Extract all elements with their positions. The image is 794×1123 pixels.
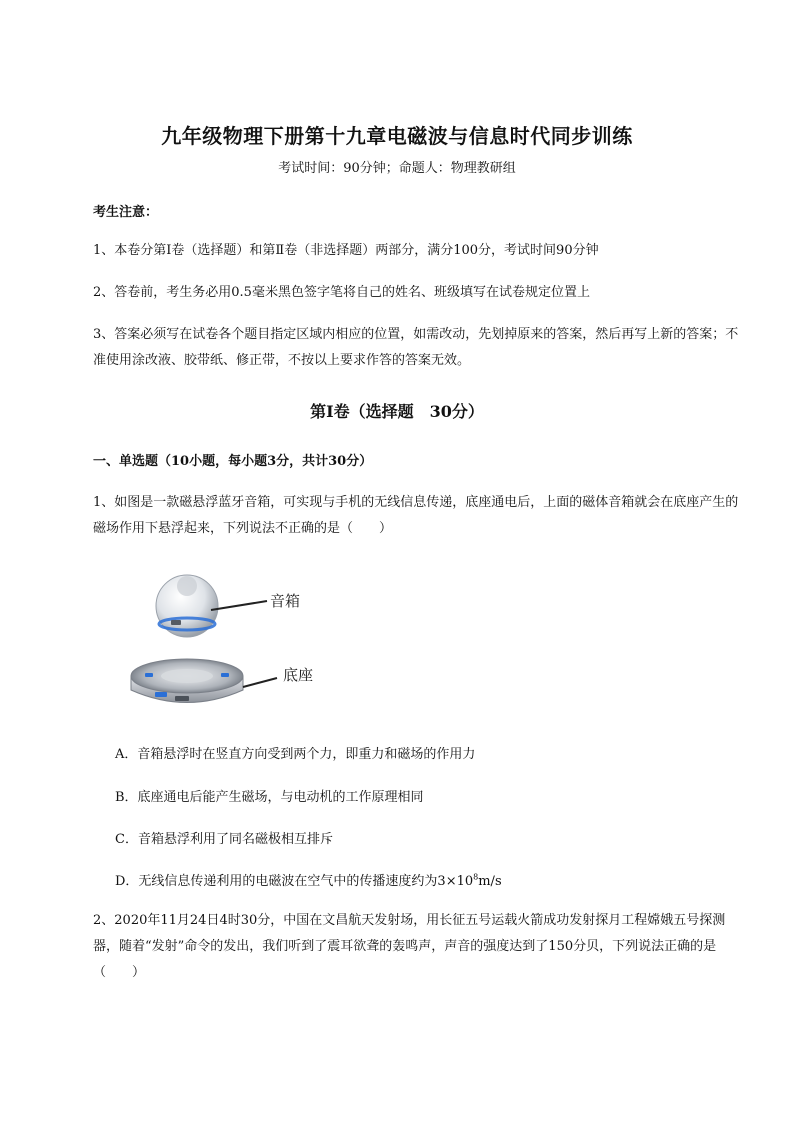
question-1-option-d: [115, 870, 502, 889]
base-label: 底座: [283, 666, 314, 684]
page-title: 九年级物理下册第十九章电磁波与信息时代同步训练: [161, 124, 633, 148]
maglev-speaker-figure: [125, 570, 355, 720]
question-1-option-a: A．音箱悬浮时在竖直方向受到两个力，即重力和磁场的作用力: [115, 747, 476, 762]
exam-info: 考试时间：90分钟；命题人：物理教研组: [278, 161, 516, 176]
notice-item-1: 1、本卷分第Ⅰ卷（选择题）和第Ⅱ卷（非选择题）两部分，满分100分，考试时间90分钟: [93, 243, 599, 258]
notice-heading: 考生注意：: [93, 205, 159, 220]
base-pointer: [243, 678, 277, 687]
speaker-sphere: [156, 575, 218, 637]
option-d-unit: m/s: [478, 874, 502, 889]
notice-item-3: 3、答案必须写在试卷各个题目指定区域内相应的位置，如需改动，先划掉原来的答案，然后再写上新的答案；不准使用涂改液、胶带纸、修正带，不按以上要求作答的答案无效。: [93, 327, 739, 368]
question-2-stem: 2、2020年11月24日4时30分，中国在文昌航天发射场，用长征五号运载火箭成功发射探月工程嫦娥五号探测器，随着“发射”命令的发出，我们听到了震耳欲聋的轰鸣声，声音的强度达到了150分贝，下列说法正确的是（ ）: [93, 913, 726, 980]
speaker-pointer: [211, 601, 267, 610]
section-title: 第Ⅰ卷（选择题 30分）: [310, 402, 484, 421]
notice-item-2: 2、答卷前，考生务必用0.5毫米黑色签字笔将自己的姓名、班级填写在试卷规定位置上: [93, 285, 590, 300]
question-1-option-c: C．音箱悬浮利用了同名磁极相互排斥: [115, 832, 333, 847]
question-1-option-b: B．底座通电后能产生磁场，与电动机的工作原理相同: [115, 790, 424, 805]
magnetic-base: [131, 659, 243, 703]
speaker-label: 音箱: [270, 592, 301, 610]
part-heading: 一、单选题（10小题，每小题3分，共计30分）: [93, 454, 373, 469]
option-d-text: D．无线信息传递利用的电磁波在空气中的传播速度约为3×10: [115, 874, 474, 889]
question-1-stem: 1、如图是一款磁悬浮蓝牙音箱，可实现与手机的无线信息传递，底座通电后，上面的磁体音箱就会在底座产生的磁场作用下悬浮起来，下列说法不正确的是（ ）: [93, 495, 739, 536]
option-d-exponent: 8: [473, 872, 479, 882]
